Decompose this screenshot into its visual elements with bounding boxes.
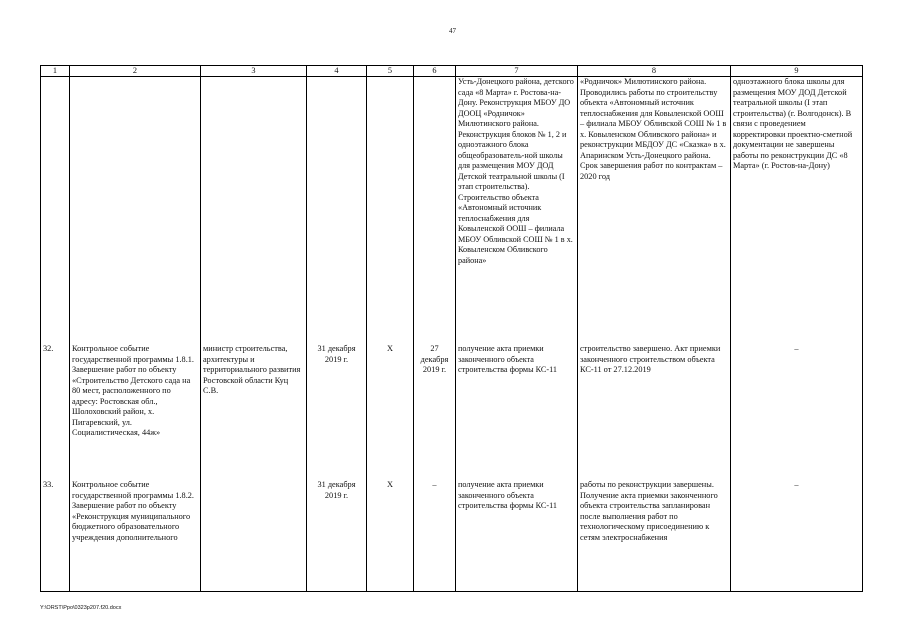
cell-fact-date: 27 декабря 2019 г. [414, 344, 456, 480]
column-header: 6 [414, 66, 456, 77]
cell-col5: Х [367, 480, 414, 592]
cell-plan-date: 31 декабря 2019 г. [307, 344, 367, 480]
table-row [41, 77, 863, 345]
cell-responsible [201, 77, 307, 345]
cell-responsible: министр строительства, архитектуры и территориального развития Ростовской области Куц С.В. [201, 344, 307, 480]
cell-number: 33. [41, 480, 70, 592]
cell-responsible [201, 480, 307, 592]
cell-fact-date: – [414, 480, 456, 592]
cell-expected-result: Усть-Донецкого района, детского сада «8 Марта» г. Ростова-на-Дону. Реконструкция МБОУ ДО ДООЦ «Родничок» Милютинского района. Реконструкция блоков № 1, 2 и одноэтажного блока общеобразователь-ной школы для размещения МОУ ДОД Детской театральной школы (I этап строительства). Строительство объекта «Автономный источник теплоснабжения для Ковыленской ООШ – филиала МБОУ Обливской СОШ № 1 в х. Ковыленском Обливского района» [456, 77, 578, 345]
cell-actual-result: строительство завершено. Акт приемки законченного строительством объекта КС-11 от 27.12.2019 [578, 344, 731, 480]
cell-reasons: – [731, 480, 863, 592]
column-header: 9 [731, 66, 863, 77]
report-table [40, 65, 863, 592]
cell-number: 32. [41, 344, 70, 480]
table-row [41, 480, 863, 592]
column-header: 3 [201, 66, 307, 77]
cell-expected-result: получение акта приемки законченного объекта строительства формы КС-11 [456, 344, 578, 480]
cell-reasons: – [731, 344, 863, 480]
cell-event: Контрольное событие государственной программы 1.8.1. Завершение работ по объекту «Строительство Детского сада на 80 мест, расположенного по адресу: Ростовская обл., Шолоховский район, х. Пигаревский, ул. Социалистическая, 44ж» [70, 344, 201, 480]
table-row [41, 344, 863, 480]
column-header: 1 [41, 66, 70, 77]
table-header-row [41, 66, 863, 77]
cell-actual-result: работы по реконструкции завершены. Получение акта приемки законченного объекта строительства запланирован после выполнения работ по технологическому присоединению к сетям электроснабжения [578, 480, 731, 592]
cell-number [41, 77, 70, 345]
column-header: 8 [578, 66, 731, 77]
cell-col5 [367, 77, 414, 345]
cell-fact-date [414, 77, 456, 345]
cell-actual-result: «Родничок» Милютинского района. Проводились работы по строительству объекта «Автономный источник теплоснабжения для Ковыленской ООШ – филиала МБОУ Обливской СОШ № 1 в х. Ковыленском Обливского района» и реконструкции МБДОУ ДС «Сказка» в х. Апаринском Усть-Донецкого района. Срок завершения работ по контрактам – 2020 год [578, 77, 731, 345]
page-number: 47 [449, 27, 456, 35]
cell-event [70, 77, 201, 345]
column-header: 7 [456, 66, 578, 77]
cell-plan-date: 31 декабря 2019 г. [307, 480, 367, 592]
cell-reasons: одноэтажного блока школы для размещения МОУ ДОД Детской театральной школы (I этап строительства) (г. Волгодонск). В связи с проведением корректировки проектно-сметной документации не завершены работы по реконструкции ДС «8 Марта» (г. Ростов-на-Дону) [731, 77, 863, 345]
cell-plan-date [307, 77, 367, 345]
cell-event: Контрольное событие государственной программы 1.8.2. Завершение работ по объекту «Реконструкция муниципального бюджетного образовательного учреждения дополнительного [70, 480, 201, 592]
file-path-footer: Y:\ORST\Ppo\0323p207.f20.docx [40, 605, 122, 611]
column-header: 5 [367, 66, 414, 77]
cell-col5: Х [367, 344, 414, 480]
column-header: 2 [70, 66, 201, 77]
column-header: 4 [307, 66, 367, 77]
cell-expected-result: получение акта приемки законченного объекта строительства формы КС-11 [456, 480, 578, 592]
